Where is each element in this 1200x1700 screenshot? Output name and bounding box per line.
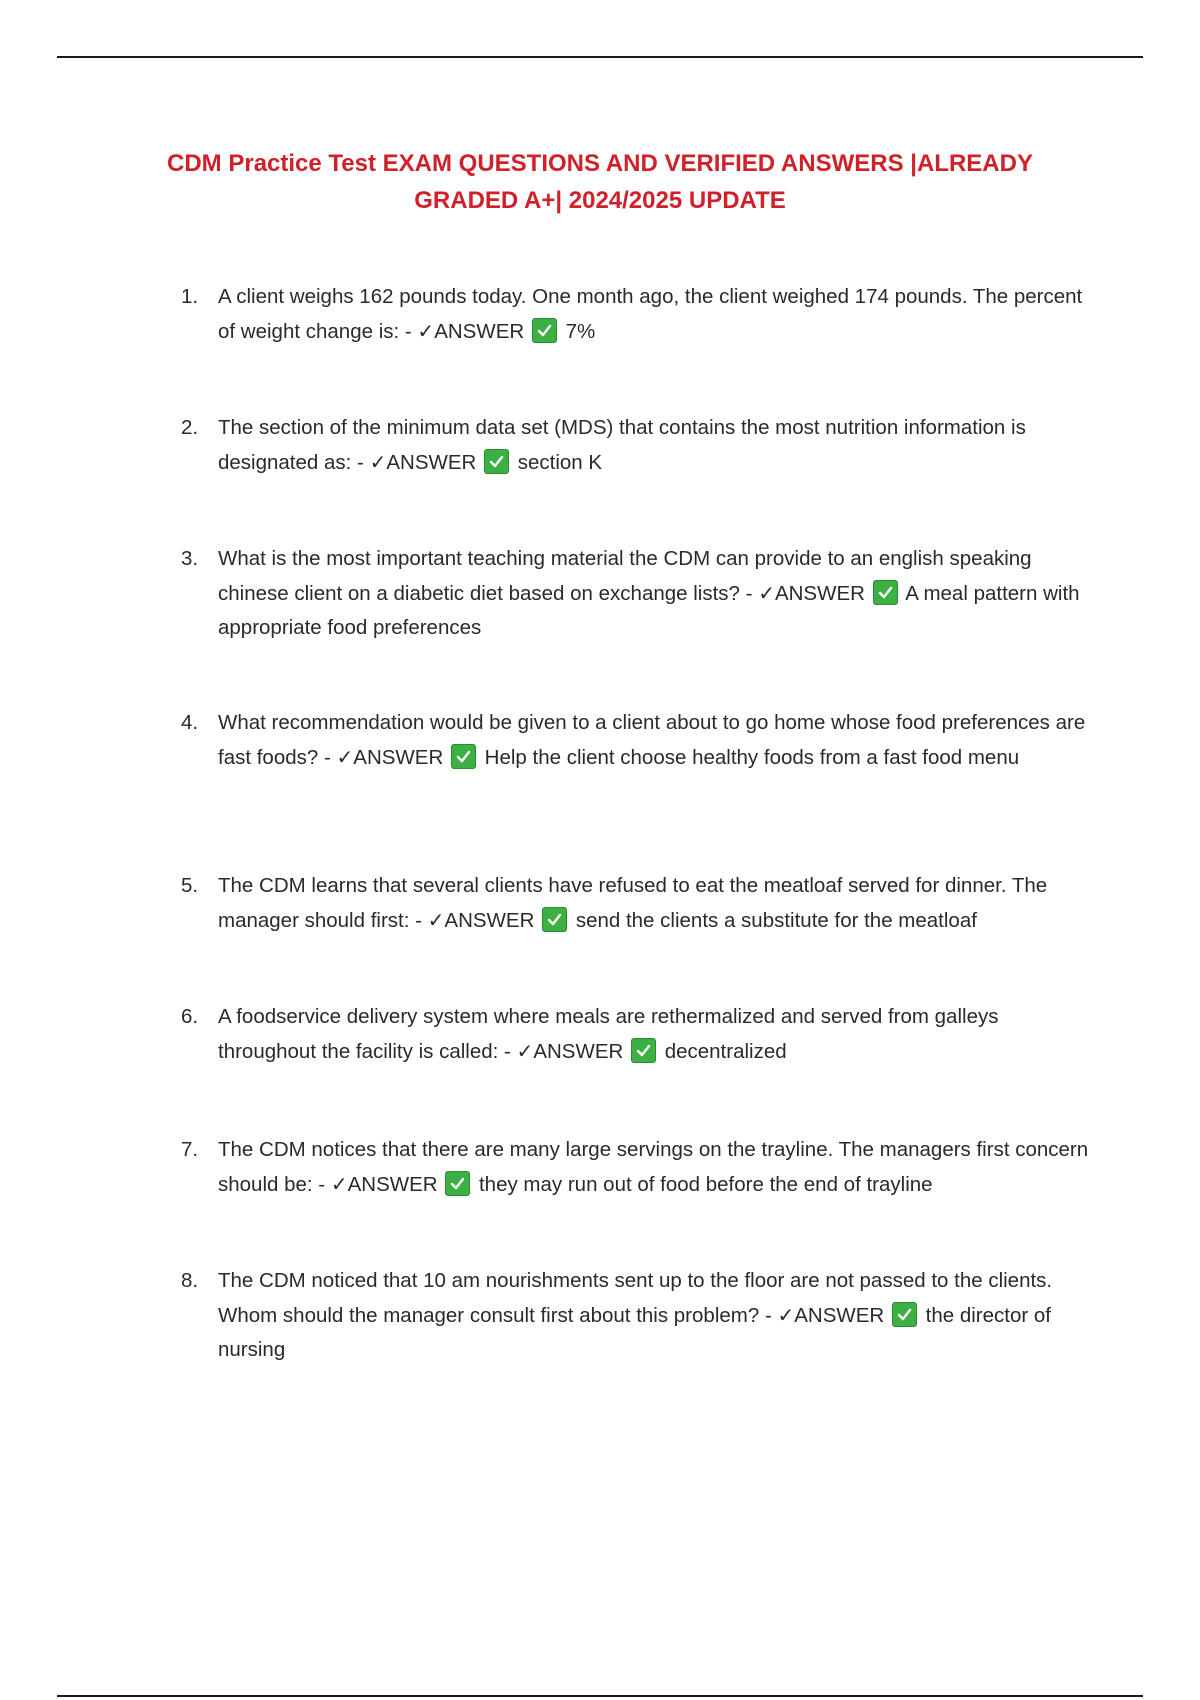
answer-text: send the clients a substitute for the meatloaf — [575, 909, 977, 932]
question-body — [218, 706, 1098, 775]
green-check-box-icon — [484, 449, 509, 474]
top-rule — [57, 56, 1143, 58]
green-check-box-icon — [445, 1171, 470, 1196]
answer-label: ANSWER — [794, 1304, 885, 1327]
question-text: What recommendation would be given to a client about to go home whose food preferences are fast foods? — [218, 711, 1086, 769]
question-body — [218, 411, 1098, 480]
question-number: 6. — [181, 1005, 199, 1028]
answer-text: they may run out of food before the end of trayline — [478, 1173, 933, 1196]
question-number: 7. — [181, 1138, 199, 1161]
answer-label: ANSWER — [444, 909, 535, 932]
question-text: The CDM notices that there are many large servings on the trayline. The managers first concern should be: — [218, 1138, 1089, 1196]
green-check-box-icon — [631, 1038, 656, 1063]
question-body — [218, 1000, 1098, 1069]
question-body — [218, 869, 1098, 938]
question-number: 4. — [181, 711, 199, 734]
question-number: 5. — [181, 874, 199, 897]
question-number: 3. — [181, 547, 199, 570]
checkmark-icon: ✓ — [336, 745, 354, 769]
title-line-1: CDM Practice Test EXAM QUESTIONS AND VERIFIED ANSWERS |ALREADY — [167, 150, 1033, 177]
question-body — [218, 280, 1098, 349]
answer-label: ANSWER — [533, 1040, 624, 1063]
answer-label: ANSWER — [353, 746, 444, 769]
question-text: The CDM noticed that 10 am nourishments sent up to the floor are not passed to the clients. Whom should the manager consult first about this problem? — [218, 1269, 1053, 1327]
question-number: 1. — [181, 285, 199, 308]
question-body — [218, 542, 1098, 645]
answer-separator: - — [312, 1173, 331, 1196]
answer-separator: - — [399, 320, 418, 343]
answer-separator: - — [498, 1040, 517, 1063]
bottom-rule — [57, 1695, 1143, 1697]
checkmark-icon: ✓ — [516, 1039, 534, 1063]
checkmark-icon: ✓ — [369, 450, 387, 474]
green-check-box-icon — [451, 744, 476, 769]
green-check-box-icon — [873, 580, 898, 605]
green-check-box-icon — [542, 907, 567, 932]
answer-separator: - — [409, 909, 428, 932]
checkmark-icon: ✓ — [758, 581, 775, 605]
title-line-2: GRADED A+| 2024/2025 UPDATE — [414, 187, 786, 214]
answer-text: section K — [517, 451, 603, 474]
question-number: 8. — [181, 1269, 199, 1292]
answer-text: A meal pattern with appropriate food preferences — [218, 582, 1080, 639]
answer-label: ANSWER — [434, 320, 525, 343]
checkmark-icon: ✓ — [777, 1303, 795, 1327]
answer-text: the director of nursing — [218, 1304, 1051, 1361]
question-text: A client weighs 162 pounds today. One month ago, the client weighed 174 pounds. The percent of weight change is: — [218, 285, 1083, 343]
answer-text: Help the client choose healthy foods from a fast food menu — [484, 746, 1020, 769]
green-check-box-icon — [532, 318, 557, 343]
question-text: What is the most important teaching material the CDM can provide to an english speaking chinese client on a diabetic diet based on exchange lists? — [218, 547, 1032, 605]
answer-separator: - — [351, 451, 370, 474]
answer-separator: - — [318, 746, 337, 769]
checkmark-icon: ✓ — [330, 1172, 348, 1196]
checkmark-icon: ✓ — [427, 908, 445, 932]
answer-separator: - — [759, 1304, 778, 1327]
question-body — [218, 1133, 1098, 1202]
checkmark-icon: ✓ — [417, 319, 435, 343]
question-text: The section of the minimum data set (MDS) that contains the most nutrition information is designated as: — [218, 416, 1026, 474]
question-body — [218, 1264, 1098, 1367]
answer-label: ANSWER — [774, 582, 865, 605]
question-text: The CDM learns that several clients have refused to eat the meatloaf served for dinner. The manager should first: — [218, 874, 1048, 932]
green-check-box-icon — [892, 1302, 917, 1327]
answer-text: decentralized — [664, 1040, 787, 1063]
answer-separator: - — [739, 582, 759, 605]
answer-label: ANSWER — [386, 451, 477, 474]
answer-text: 7% — [565, 320, 596, 343]
answer-label: ANSWER — [347, 1173, 438, 1196]
document-title — [120, 145, 1080, 219]
question-text: A foodservice delivery system where meals are rethermalized and served from galleys throughout the facility is called: — [218, 1005, 999, 1063]
question-number: 2. — [181, 416, 199, 439]
